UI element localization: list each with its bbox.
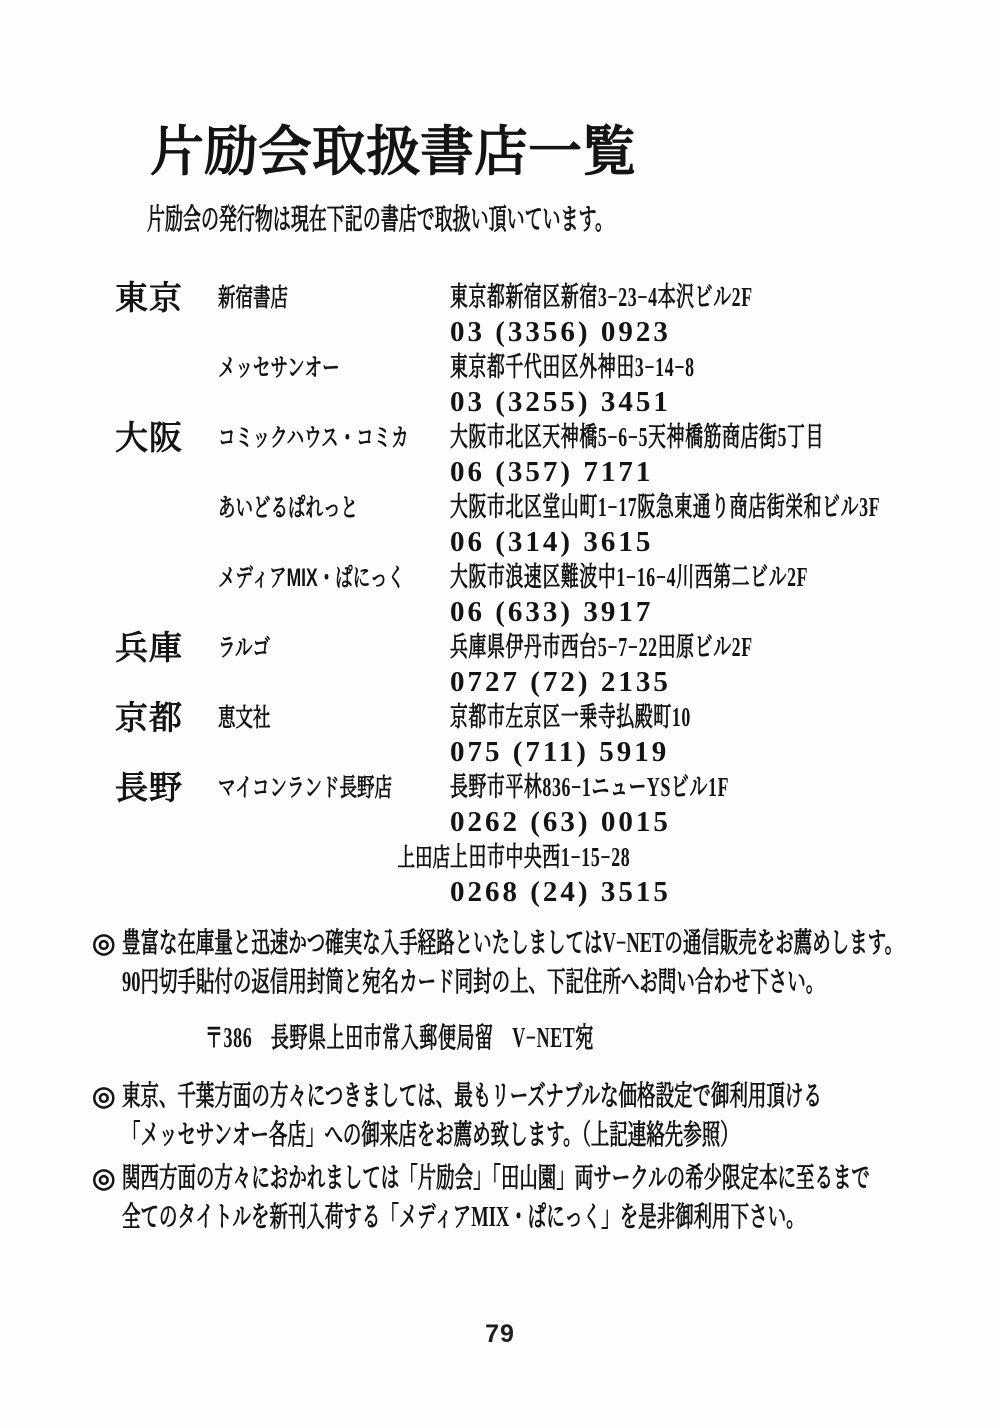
table-row (115, 560, 977, 630)
note-line: 豊富な在庫量と迅速かつ確実な入手経路といたしましてはV−NETの通信販売をお薦めします。 (122, 928, 904, 959)
store-phone: 0727 (72) 2135 (450, 666, 671, 698)
store-phone: 0268 (24) 3515 (450, 876, 671, 908)
note-vnet-mail-order (92, 924, 970, 1002)
region-label: 大阪 (115, 419, 183, 456)
store-address (450, 350, 977, 385)
store-address-text: 京都市左京区一乗寺払殿町10 (450, 702, 691, 732)
store-address (450, 630, 977, 665)
store-phone: 0262 (63) 0015 (450, 806, 671, 838)
store-detail (450, 840, 977, 910)
store-name-text: あいどるぱれっと (218, 494, 359, 522)
page-title: 片励会取扱書店一覧 (150, 122, 636, 182)
store-name (218, 280, 450, 316)
store-address-text: 東京都新宿区新宿3−23−4本沢ビル2F (450, 282, 753, 312)
note-kansai (92, 1159, 970, 1237)
store-address-text: 兵庫県伊丹市西台5−7−22田原ビル2F (450, 632, 753, 662)
store-phone: 03 (3356) 0923 (450, 316, 671, 348)
region-label: 兵庫 (115, 629, 183, 666)
note-line: 東京、千葉方面の方々につきましては、最もリーズナブルな価格設定で御利用頂ける (122, 1081, 822, 1112)
vnet-postal-address-text: 〒386 長野県上田市常入郵便局留 V−NET宛 (205, 1023, 594, 1054)
store-detail (450, 350, 977, 420)
store-listing (115, 280, 977, 910)
store-phone: 075 (711) 5919 (450, 736, 670, 768)
store-name-text: ラルゴ (218, 634, 270, 662)
store-address (450, 840, 977, 875)
notes-section (92, 924, 970, 1237)
note-line: 「メッセサンオー各店」への御来店をお薦め致します。（上記連絡先参照） (122, 1120, 739, 1151)
note-line: 全てのタイトルを新刊入荷する「メディアMIX・ぱにっく」を是非御利用下さい。 (122, 1202, 805, 1233)
store-address (450, 560, 993, 595)
store-detail (450, 770, 977, 840)
store-name-text: コミックハウス・コミカ (218, 424, 409, 452)
store-phone: 06 (314) 3615 (450, 526, 654, 558)
table-row (115, 630, 977, 700)
page-subtitle-text: 片励会の発行物は現在下記の書店で取扱い頂いています。 (147, 204, 614, 236)
store-phone: 06 (633) 3917 (450, 596, 654, 628)
table-row (115, 350, 977, 420)
store-name (218, 840, 450, 876)
store-name-text: マイコンランド長野店 (218, 774, 392, 802)
region-label: 東京 (115, 279, 183, 316)
store-address-text: 上田市中央西1−15−28 (450, 842, 631, 872)
store-detail (450, 630, 977, 700)
note-line: 90円切手貼付の返信用封筒と宛名カード同封の上、下記住所へお問い合わせ下さい。 (122, 967, 825, 998)
store-address-text: 大阪市北区天神橋5−6−5天神橋筋商店街5丁目 (450, 422, 825, 452)
store-name (218, 630, 450, 666)
store-name-text: 上田店 (397, 844, 450, 872)
store-address-text: 長野市平林836−1ニューYSビル1F (450, 772, 730, 802)
store-name-text: メディアMIX・ぱにっく (218, 564, 405, 592)
store-detail (450, 560, 993, 630)
store-address-text: 東京都千代田区外神田3−14−8 (450, 352, 695, 382)
table-row (115, 700, 977, 770)
vnet-postal-address (205, 1019, 970, 1058)
note-tokyo-chiba (92, 1077, 970, 1155)
store-detail (450, 280, 977, 350)
store-address (450, 700, 977, 735)
store-address-text: 大阪市北区堂山町1−17阪急東通り商店街栄和ビル3F (450, 492, 881, 522)
circle-marker-icon: ◎ (92, 1163, 116, 1193)
store-address (450, 420, 1000, 455)
store-name (218, 420, 450, 456)
table-row (115, 280, 977, 350)
circle-marker-icon: ◎ (92, 1081, 116, 1111)
table-row (115, 490, 977, 560)
store-detail (450, 490, 1000, 560)
store-address (450, 490, 1000, 525)
store-name-text: 新宿書店 (218, 284, 289, 312)
store-name (218, 560, 450, 596)
store-name (218, 490, 450, 526)
region-label: 京都 (115, 699, 183, 736)
table-row (115, 840, 977, 910)
store-address (450, 770, 977, 805)
circle-marker-icon: ◎ (92, 928, 116, 958)
store-detail (450, 420, 1000, 490)
store-name-text: メッセサンオー (218, 354, 340, 382)
page-subtitle (147, 203, 899, 237)
store-detail (450, 700, 977, 770)
table-row (115, 770, 977, 840)
store-name-text: 恵文社 (218, 704, 271, 732)
note-line: 関西方面の方々におかれましては「片励会」「田山園」両サークルの希少限定本に至るまで (122, 1163, 870, 1194)
page-number: 79 (485, 1320, 515, 1348)
store-name (218, 350, 450, 386)
store-phone: 03 (3255) 3451 (450, 386, 671, 418)
region-label: 長野 (115, 769, 183, 806)
store-name (218, 770, 450, 806)
table-row (115, 420, 977, 490)
store-address-text: 大阪市浪速区難波中1−16−4川西第二ビル2F (450, 562, 809, 592)
store-name (218, 700, 450, 736)
store-address (450, 280, 977, 315)
store-phone: 06 (357) 7171 (450, 456, 654, 488)
